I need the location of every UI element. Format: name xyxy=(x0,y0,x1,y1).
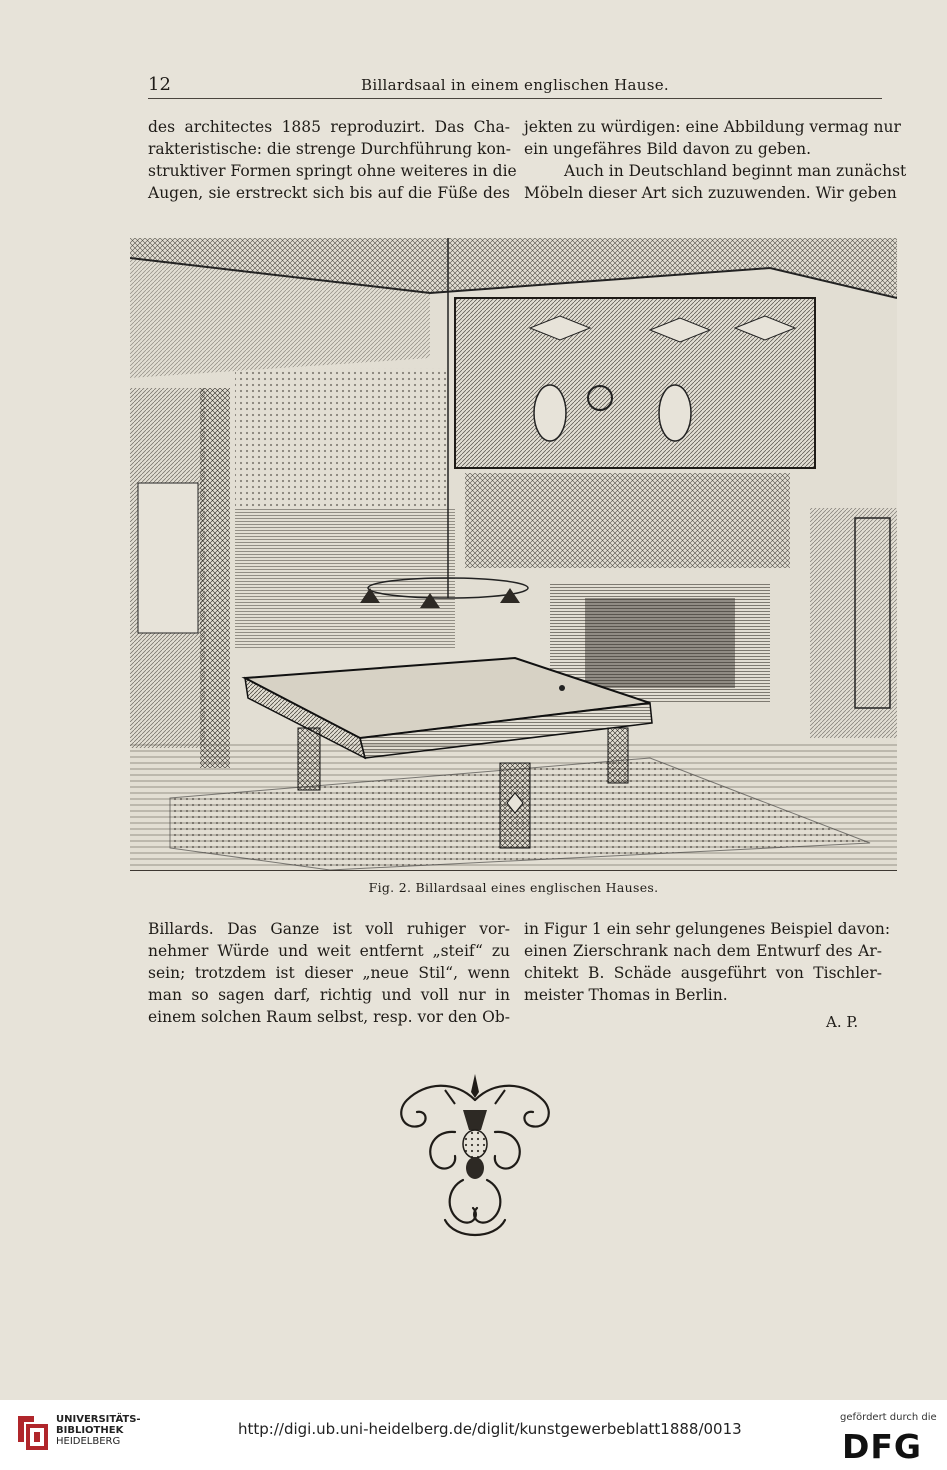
author-signature: A. P. xyxy=(826,1013,859,1031)
text-line: in Figur 1 ein sehr gelungenes Beispiel davon: xyxy=(524,920,891,938)
top-right-column xyxy=(524,116,907,204)
acanthus-ornament-icon xyxy=(385,1070,565,1242)
digitization-footer xyxy=(0,1400,947,1470)
permalink-url[interactable]: http://digi.ub.uni-heidelberg.de/diglit/kunstgewerbeblatt1888/0013 xyxy=(238,1420,742,1438)
figure-caption: Fig. 2. Billardsaal eines englischen Hauses. xyxy=(368,880,659,895)
text-line: jekten zu würdigen: eine Abbildung vermag nur xyxy=(524,118,901,136)
text-line: chitekt B. Schäde ausgeführt von Tischler- xyxy=(524,964,882,982)
library-logo-icon xyxy=(14,1412,50,1452)
text-line: einen Zierschrank nach dem Entwurf des Ar- xyxy=(524,942,882,960)
top-left-column xyxy=(148,116,517,204)
library-line-1: UNIVERSITÄTS- xyxy=(56,1414,141,1425)
text-line: des architectes 1885 reproduzirt. Das Cha- xyxy=(148,118,510,136)
text-line: struktiver Formen springt ohne weiteres in die xyxy=(148,162,517,180)
text-line: rakteristische: die strenge Durchführung kon- xyxy=(148,140,511,158)
text-line: meister Thomas in Berlin. xyxy=(524,986,728,1004)
text-line: man so sagen darf, richtig und voll nur in xyxy=(148,986,510,1004)
text-line: sein; trotzdem ist dieser „neue Stil“, wenn xyxy=(148,964,510,982)
library-line-3: HEIDELBERG xyxy=(56,1436,121,1447)
page-header xyxy=(148,72,882,98)
dfg-logo: DFG xyxy=(842,1427,923,1466)
text-line: Billards. Das Ganze ist voll ruhiger vor- xyxy=(148,920,510,938)
billiard-room-engraving xyxy=(130,238,897,871)
text-line: Augen, sie erstreckt sich bis auf die Füße des xyxy=(148,184,510,202)
text-line: Auch in Deutschland beginnt man zunächst xyxy=(564,162,907,180)
bottom-left-column xyxy=(148,918,510,1028)
text-line: Möbeln dieser Art sich zuzuwenden. Wir geben xyxy=(524,184,897,202)
text-line: nehmer Würde und weit entfernt „steif“ zu xyxy=(148,942,510,960)
header-rule xyxy=(148,98,882,99)
library-line-2: BIBLIOTHEK xyxy=(56,1425,124,1436)
funded-by-label: gefördert durch die xyxy=(840,1412,937,1423)
text-line: einem solchen Raum selbst, resp. vor den Ob- xyxy=(148,1008,510,1026)
bottom-right-column xyxy=(524,918,891,1006)
library-name xyxy=(56,1414,141,1447)
page-number: 12 xyxy=(148,74,171,95)
text-line: ein ungefähres Bild davon zu geben. xyxy=(524,140,812,158)
running-title: Billardsaal in einem englischen Hause. xyxy=(361,76,669,94)
